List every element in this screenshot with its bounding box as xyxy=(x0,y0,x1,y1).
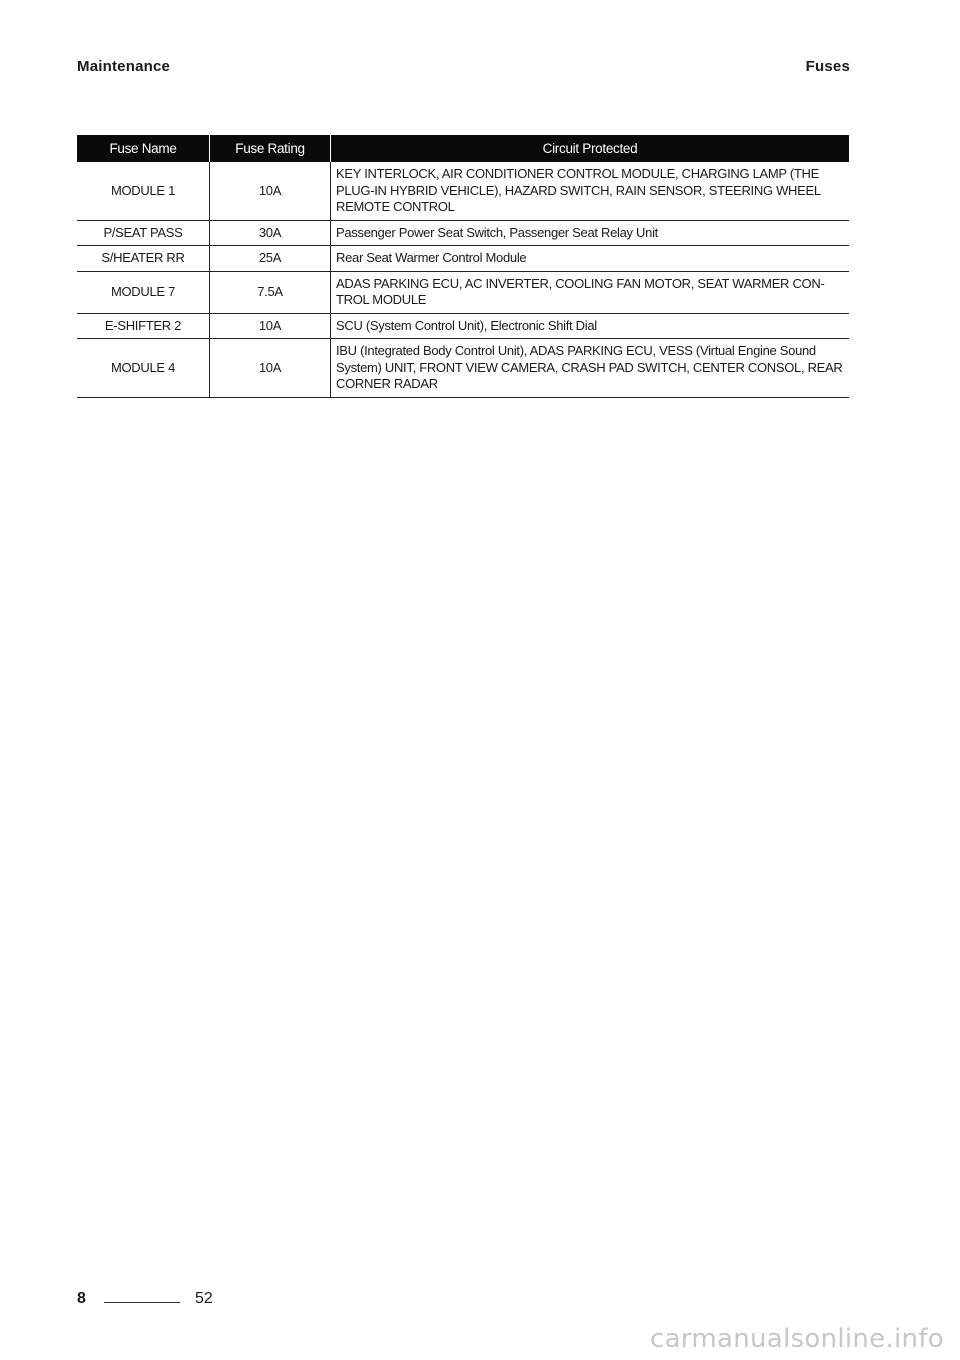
fuse-rating-cell: 10A xyxy=(210,339,331,398)
chapter-number: 8 xyxy=(77,1290,86,1307)
fuse-name-cell: S/HEATER RR xyxy=(77,246,210,272)
circuit-protected-cell: ADAS PARKING ECU, AC INVERTER, COOLING FAN MOTOR, SEAT WARMER CON-TROL MODULE xyxy=(331,271,850,313)
table-header xyxy=(77,135,849,162)
table-row xyxy=(77,162,849,220)
fuse-name-cell: P/SEAT PASS xyxy=(77,220,210,246)
circuit-protected-cell: KEY INTERLOCK, AIR CONDITIONER CONTROL MODULE, CHARGING LAMP (THE PLUG-IN HYBRID VEHICLE), HAZARD SWITCH, RAIN SENSOR, STEERING WHEEL REMOTE CONTROL xyxy=(331,162,850,220)
table-body xyxy=(77,162,849,397)
circuit-protected-cell: Passenger Power Seat Switch, Passenger Seat Relay Unit xyxy=(331,220,850,246)
fuse-rating-cell: 30A xyxy=(210,220,331,246)
fuse-rating-cell: 7.5A xyxy=(210,271,331,313)
column-header-fuse-rating: Fuse Rating xyxy=(210,135,331,162)
fuse-rating-cell: 10A xyxy=(210,162,331,220)
table-header-row xyxy=(77,135,849,162)
footer-divider xyxy=(104,1302,180,1303)
topic-title: Fuses xyxy=(805,58,850,75)
table-row xyxy=(77,220,849,246)
table-row xyxy=(77,246,849,272)
circuit-protected-cell: SCU (System Control Unit), Electronic Shift Dial xyxy=(331,313,850,339)
fuse-rating-cell: 10A xyxy=(210,313,331,339)
fuse-table xyxy=(77,135,849,398)
watermark: carmanualsonline.info xyxy=(649,1324,944,1354)
table-row xyxy=(77,271,849,313)
fuse-rating-cell: 25A xyxy=(210,246,331,272)
section-title: Maintenance xyxy=(77,58,171,75)
page-number: 52 xyxy=(195,1290,213,1307)
column-header-fuse-name: Fuse Name xyxy=(77,135,210,162)
circuit-protected-cell: IBU (Integrated Body Control Unit), ADAS PARKING ECU, VESS (Virtual Engine Sound System) UNIT, FRONT VIEW CAMERA, CRASH PAD SWITCH, CENTER CONSOL, REAR CORNER RADAR xyxy=(331,339,850,398)
table-row xyxy=(77,339,849,398)
circuit-protected-cell: Rear Seat Warmer Control Module xyxy=(331,246,850,272)
fuse-name-cell: MODULE 7 xyxy=(77,271,210,313)
table-row xyxy=(77,313,849,339)
fuse-name-cell: MODULE 1 xyxy=(77,162,210,220)
fuse-name-cell: MODULE 4 xyxy=(77,339,210,398)
fuse-name-cell: E-SHIFTER 2 xyxy=(77,313,210,339)
column-header-circuit-protected: Circuit Protected xyxy=(331,135,850,162)
